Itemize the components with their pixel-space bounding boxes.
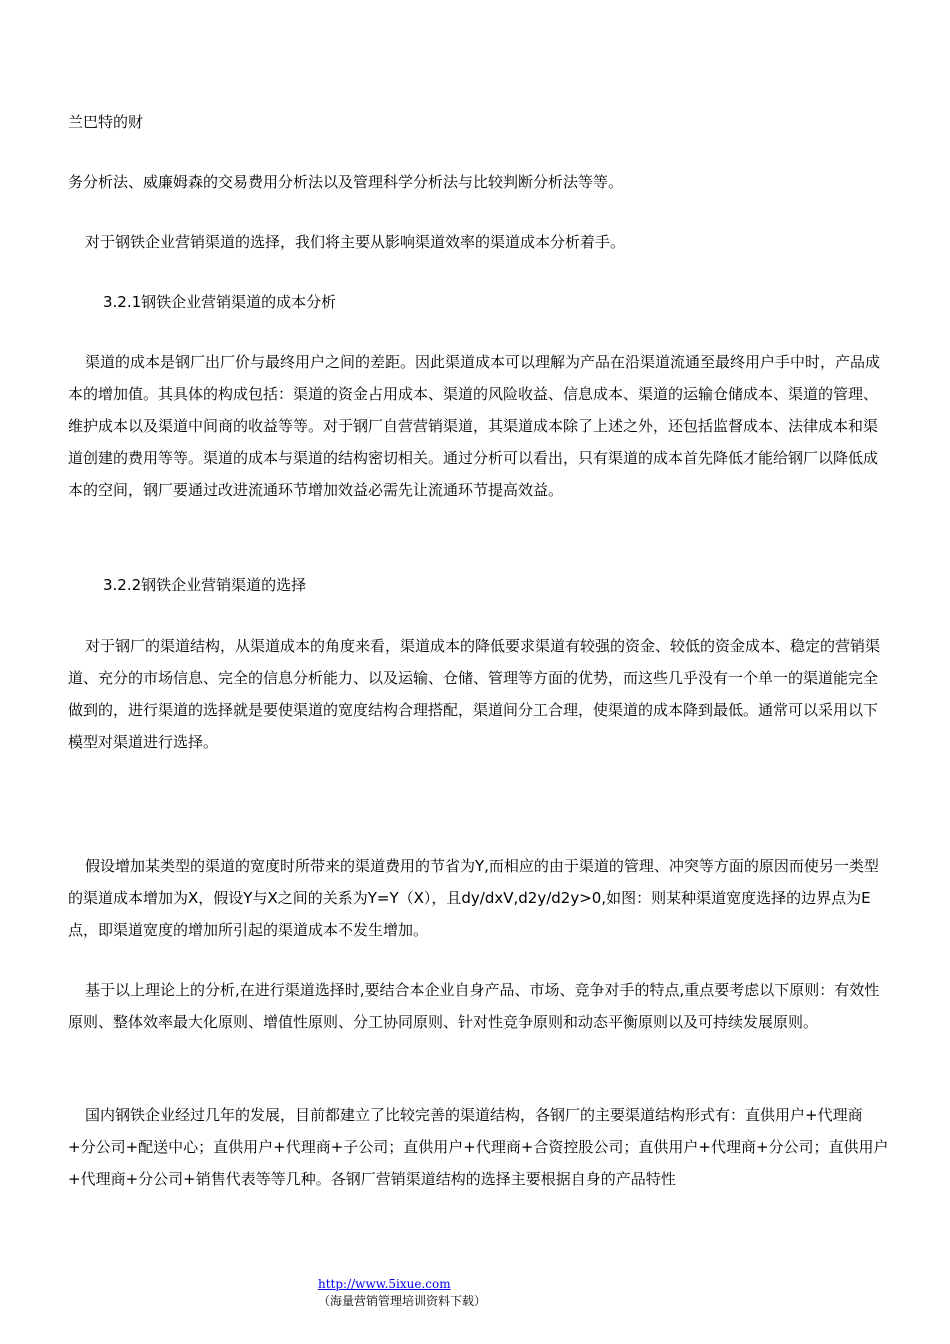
paragraph-intro: 对于钢铁企业营销渠道的选择，我们将主要从影响渠道效率的渠道成本分析着手。 [85,233,626,251]
footer-link[interactable]: http://www.5ixue.com [318,1277,451,1291]
section-heading-3-2-2: 3.2.2钢铁企业营销渠道的选择 [103,576,307,594]
paragraph-channel-cost: 渠道的成本是钢厂出厂价与最终用户之间的差距。因此渠道成本可以理解为产品在沿渠道流通至最终用户手中时，产品成本的增加值。其具体的构成包括：渠道的资金占用成本、渠道的风险收益、信息成本、渠道的运输仓储成本、渠道的管理、维护成本以及渠道中间商的收益等等。对于钢厂自营营销渠道，其渠道成本除了上述之外，还包括监督成本、法律成本和渠道创建的费用等等。渠道的成本与渠道的结构密切相关。通过分析可以看出，只有渠道的成本首先降低才能给钢厂以降低成本的空间，钢厂要通过改进流通环节增加效益必需先让流通环节提高效益。 [68,353,881,499]
paragraph-selection-model: 假设增加某类型的渠道的宽度时所带来的渠道费用的节省为Y,而相应的由于渠道的管理、冲突等方面的原因而使另一类型的渠道成本增加为X，假设Y与X之间的关系为Y=Y（X），且dy/dxV,d2y/d2y>0,如图：则某种渠道宽度选择的边界点为E点，即渠道宽度的增加所引起的渠道成本不发生增加。 [68,857,879,939]
paragraph-domestic-structure: 国内钢铁企业经过几年的发展，目前都建立了比较完善的渠道结构，各钢厂的主要渠道结构形式有：直供用户+代理商+分公司+配送中心；直供用户+代理商+子公司；直供用户+代理商+合资控股公司；直供用户+代理商+分公司；直供用户+代理商+分公司+销售代表等等几种。各钢厂营销渠道结构的选择主要根据自身的产品特性 [68,1106,889,1188]
section-heading-3-2-1: 3.2.1钢铁企业营销渠道的成本分析 [103,293,337,311]
footer-suffix-text: （海量营销管理培训资料下载） [318,1294,487,1308]
paragraph-selection-principles: 基于以上理论上的分析,在进行渠道选择时,要结合本企业自身产品、市场、竞争对手的特点,重点要考虑以下原则：有效性原则、整体效率最大化原则、增值性原则、分工协同原则、针对性竞争原则和动态平衡原则以及可持续发展原则。 [68,981,880,1031]
page-footer [318,1276,618,1310]
text-line-2: 务分析法、威廉姆森的交易费用分析法以及管理科学分析法与比较判断分析法等等。 [68,173,624,191]
text-line-1: 兰巴特的财 [68,113,144,131]
paragraph-channel-structure: 对于钢厂的渠道结构，从渠道成本的角度来看，渠道成本的降低要求渠道有较强的资金、较低的资金成本、稳定的营销渠道、充分的市场信息、完全的信息分析能力、以及运输、仓储、管理等方面的优势，而这些几乎没有一个单一的渠道能完全做到的，进行渠道的选择就是要使渠道的宽度结构合理搭配，渠道间分工合理，使渠道的成本降到最低。通常可以采用以下模型对渠道进行选择。 [68,637,881,751]
